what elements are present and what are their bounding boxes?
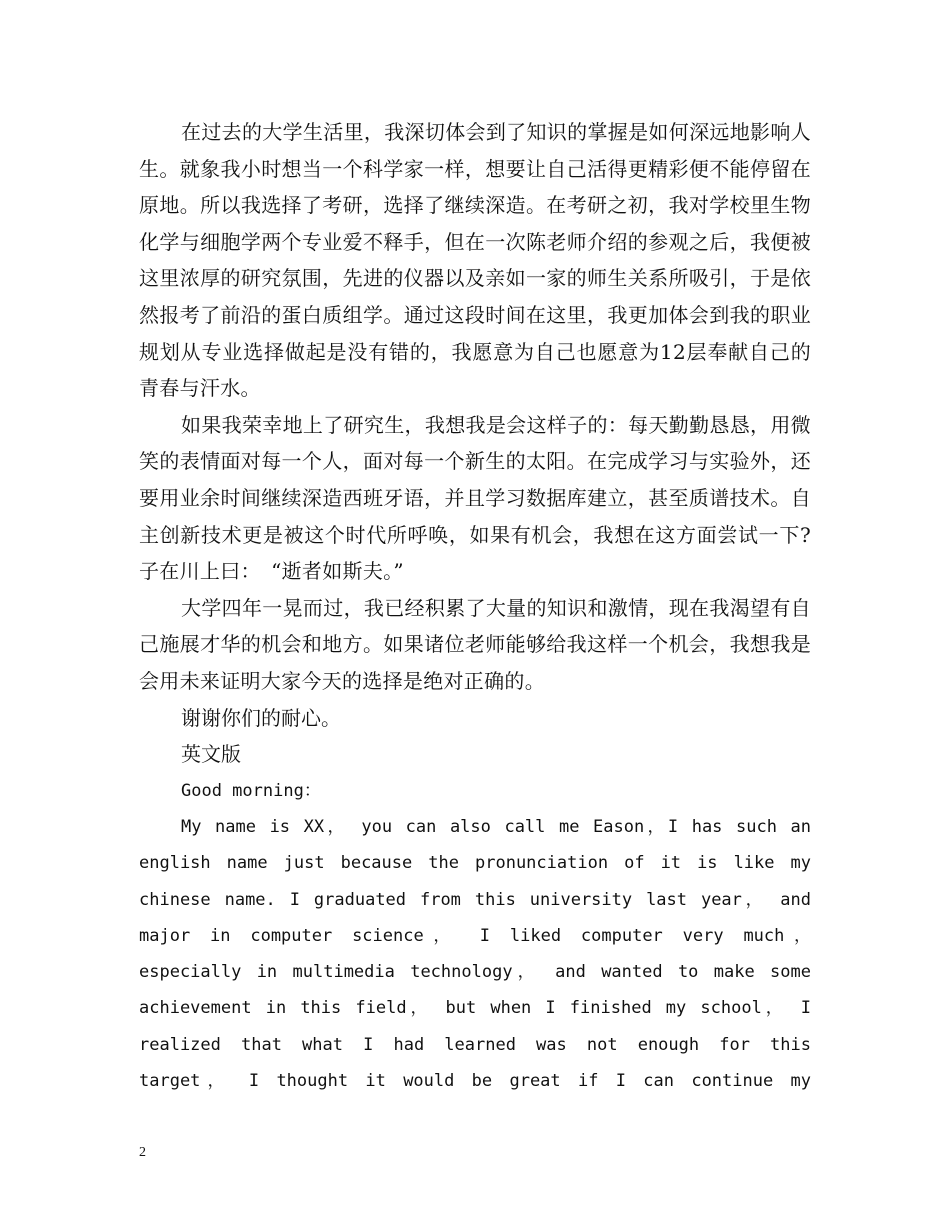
english-line: chinese name. I graduated from this university last year， and [139,889,811,910]
english-version-heading: 英文版 [181,742,241,767]
english-line: target， I thought it would be great if I can continue my [139,1071,811,1092]
paragraph-graduate-reflection: 在过去的大学生活里，我深切体会到了知识的掌握是如何深远地影响人生。就象我小时想当一个科学家一样，想要让自己活得更精彩便不能停留在原地。所以我选择了考研，选择了继续深造。在考研之初，我对学校里生物化学与细胞学两个专业爱不释手，但在一次陈老师介绍的参观之后，我便被这里浓厚的研究氛围，先进的仪器以及亲如一家的师生关系所吸引，于是依然报考了前沿的蛋白质组学。通过这段时间在这里，我更加体会到我的职业规划从专业选择做起是没有错的，我愿意为自己也愿意为12层奉献自己的青春与汗水。 [139,120,811,401]
thanks-line: 谢谢你们的耐心。 [181,705,341,730]
document-body [139,114,852,1099]
paragraph-graduate-plans: 如果我荣幸地上了研究生，我想我是会这样子的：每天勤勤恳恳，用微笑的表情面对每一个人，面对每一个新生的太阳。在完成学习与实验外，还要用业余时间继续深造西班牙语，并且学习数据库建立，甚至质谱技术。自主创新技术更是被这个时代所呼唤，如果有机会，我想在这方面尝试一下? 子在川上曰： “逝者如斯夫。” [139,412,852,584]
english-line: achievement in this field， but when I finished my school， I [139,998,811,1019]
english-line: especially in multimedia technology， and wanted to make some [139,962,811,983]
greeting-line: Good morning： [181,780,321,801]
english-line: english name just because the pronunciation of it is like my [139,853,811,874]
english-line: major in computer science， I liked computer very much， [139,925,811,946]
english-line: realized that what I had learned was not enough for this [139,1034,811,1055]
paragraph-conclusion: 大学四年一晃而过，我已经积累了大量的知识和激情，现在我渴望有自己施展才华的机会和地方。如果诸位老师能够给我这样一个机会，我想我是会用未来证明大家今天的选择是绝对正确的。 [139,595,811,693]
page-number: 2 [139,1145,146,1160]
english-line: My name is XX， you can also call me Eason，I has such an [181,816,811,837]
